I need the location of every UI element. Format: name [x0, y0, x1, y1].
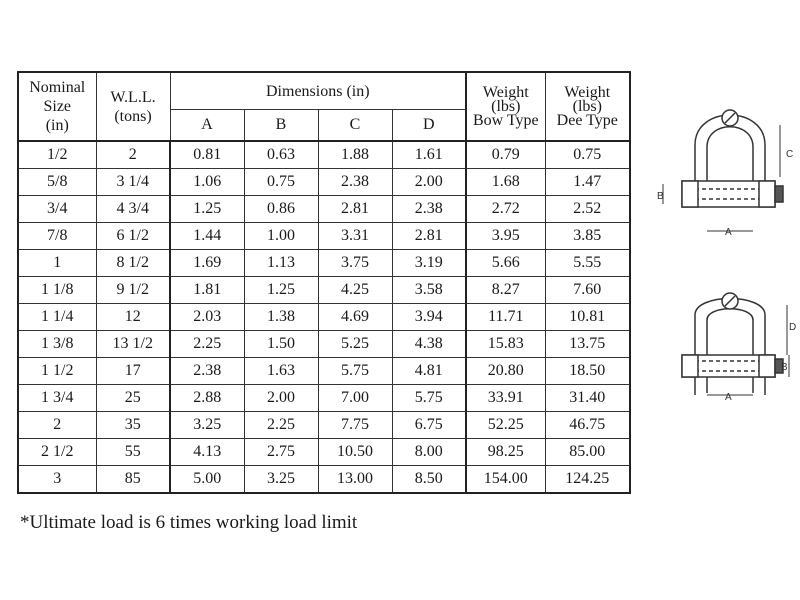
- footnote: *Ultimate load is 6 times working load limit: [20, 512, 358, 533]
- table-cell: 1.69: [170, 250, 244, 277]
- table-cell: 8.27: [466, 277, 545, 304]
- table-cell: 46.75: [545, 412, 630, 439]
- table-cell: 4.13: [170, 439, 244, 466]
- table-cell: 1 1/8: [18, 277, 96, 304]
- table-cell: 2.38: [392, 196, 466, 223]
- table-cell: 10.50: [318, 439, 392, 466]
- table-cell: 3.85: [545, 223, 630, 250]
- header-weight-bow: Weight (lbs) Bow Type: [466, 72, 545, 141]
- table-cell: 5.25: [318, 331, 392, 358]
- table-cell: 0.81: [170, 141, 244, 169]
- table-cell: 2.25: [170, 331, 244, 358]
- header-dim-b: B: [244, 110, 318, 142]
- table-cell: 2.75: [244, 439, 318, 466]
- table-cell: 5.00: [170, 466, 244, 494]
- table-cell: 13.75: [545, 331, 630, 358]
- table-cell: 5.75: [392, 385, 466, 412]
- table-row: [18, 250, 630, 277]
- table-cell: 2.00: [392, 169, 466, 196]
- table-cell: 1 1/2: [18, 358, 96, 385]
- table-row: [18, 141, 630, 169]
- table-cell: 7.60: [545, 277, 630, 304]
- table-cell: 7.00: [318, 385, 392, 412]
- table-cell: 6 1/2: [96, 223, 170, 250]
- table-cell: 4.69: [318, 304, 392, 331]
- bow-label-a: A: [725, 227, 732, 238]
- table-cell: 3/4: [18, 196, 96, 223]
- table-cell: 33.91: [466, 385, 545, 412]
- table-cell: 5/8: [18, 169, 96, 196]
- table-cell: 1.88: [318, 141, 392, 169]
- table-cell: 7.75: [318, 412, 392, 439]
- table-cell: 1.68: [466, 169, 545, 196]
- table-cell: 52.25: [466, 412, 545, 439]
- dee-label-b: B: [781, 362, 788, 373]
- table-cell: 2.81: [392, 223, 466, 250]
- table-cell: 2.03: [170, 304, 244, 331]
- shackle-spec-table: [17, 71, 631, 494]
- table-cell: 0.79: [466, 141, 545, 169]
- table-cell: 0.86: [244, 196, 318, 223]
- table-row: [18, 223, 630, 250]
- bow-label-b: B: [657, 191, 664, 202]
- table-cell: 10.81: [545, 304, 630, 331]
- table-cell: 17: [96, 358, 170, 385]
- table-cell: 20.80: [466, 358, 545, 385]
- table-cell: 3.19: [392, 250, 466, 277]
- table-cell: 9 1/2: [96, 277, 170, 304]
- header-nominal-size: Nominal Size (in): [18, 72, 96, 141]
- table-cell: 12: [96, 304, 170, 331]
- table-cell: 3 1/4: [96, 169, 170, 196]
- header-weight-dee: Weight (lbs) Dee Type: [545, 72, 630, 141]
- table-cell: 2.00: [244, 385, 318, 412]
- table-row: [18, 169, 630, 196]
- table-cell: 1.47: [545, 169, 630, 196]
- table-cell: 85: [96, 466, 170, 494]
- table-row: [18, 358, 630, 385]
- table-cell: 2.81: [318, 196, 392, 223]
- table-cell: 3.95: [466, 223, 545, 250]
- table-row: [18, 385, 630, 412]
- table-cell: 2.52: [545, 196, 630, 223]
- table-cell: 3.58: [392, 277, 466, 304]
- table-cell: 3.31: [318, 223, 392, 250]
- table-cell: 4.81: [392, 358, 466, 385]
- table-cell: 31.40: [545, 385, 630, 412]
- table-cell: 1.63: [244, 358, 318, 385]
- table-cell: 8 1/2: [96, 250, 170, 277]
- header-dim-d: D: [392, 110, 466, 142]
- header-dim-c: C: [318, 110, 392, 142]
- table-cell: 1.06: [170, 169, 244, 196]
- table-cell: 3.75: [318, 250, 392, 277]
- table-row: [18, 277, 630, 304]
- table-cell: 154.00: [466, 466, 545, 494]
- table-cell: 2.25: [244, 412, 318, 439]
- table-cell: 0.63: [244, 141, 318, 169]
- table-cell: 1 3/4: [18, 385, 96, 412]
- table-cell: 5.66: [466, 250, 545, 277]
- table-cell: 4.38: [392, 331, 466, 358]
- table-cell: 1.50: [244, 331, 318, 358]
- table-cell: 3: [18, 466, 96, 494]
- table-cell: 3.94: [392, 304, 466, 331]
- header-wll: W.L.L. (tons): [96, 72, 170, 141]
- table-cell: 3.25: [244, 466, 318, 494]
- table-cell: 4.25: [318, 277, 392, 304]
- bow-label-c: C: [786, 149, 794, 160]
- dee-label-d: D: [789, 322, 797, 333]
- table-cell: 98.25: [466, 439, 545, 466]
- table-cell: 4 3/4: [96, 196, 170, 223]
- table-cell: 2.72: [466, 196, 545, 223]
- table-cell: 0.75: [545, 141, 630, 169]
- table-row: [18, 412, 630, 439]
- table-row: [18, 439, 630, 466]
- table-cell: 2 1/2: [18, 439, 96, 466]
- table-cell: 25: [96, 385, 170, 412]
- table-cell: 3.25: [170, 412, 244, 439]
- table-cell: 11.71: [466, 304, 545, 331]
- table-row: [18, 466, 630, 494]
- table-cell: 1/2: [18, 141, 96, 169]
- table-cell: 2.38: [318, 169, 392, 196]
- table-cell: 15.83: [466, 331, 545, 358]
- table-cell: 1.25: [170, 196, 244, 223]
- table-cell: 13 1/2: [96, 331, 170, 358]
- table-row: [18, 304, 630, 331]
- table-cell: 0.75: [244, 169, 318, 196]
- table-row: [18, 331, 630, 358]
- table-cell: 1.13: [244, 250, 318, 277]
- table-cell: 2: [96, 141, 170, 169]
- table-cell: 1.38: [244, 304, 318, 331]
- table-cell: 1 1/4: [18, 304, 96, 331]
- table-body: [18, 141, 630, 493]
- table-cell: 1 3/8: [18, 331, 96, 358]
- table-cell: 2: [18, 412, 96, 439]
- table-cell: 18.50: [545, 358, 630, 385]
- table-cell: 55: [96, 439, 170, 466]
- bow-shackle-diagram: [663, 110, 783, 231]
- table-cell: 1.25: [244, 277, 318, 304]
- dee-label-a: A: [725, 392, 732, 403]
- header-dim-a: A: [170, 110, 244, 142]
- table-cell: 5.75: [318, 358, 392, 385]
- table-cell: 8.50: [392, 466, 466, 494]
- table-cell: 7/8: [18, 223, 96, 250]
- table-cell: 6.75: [392, 412, 466, 439]
- table-cell: 1.44: [170, 223, 244, 250]
- header-dimensions: Dimensions (in): [170, 72, 466, 110]
- table-cell: 1.00: [244, 223, 318, 250]
- table-cell: 85.00: [545, 439, 630, 466]
- table-cell: 13.00: [318, 466, 392, 494]
- table-cell: 2.88: [170, 385, 244, 412]
- table-cell: 8.00: [392, 439, 466, 466]
- table-cell: 1.81: [170, 277, 244, 304]
- shackle-diagrams: [655, 85, 795, 455]
- table-cell: 1: [18, 250, 96, 277]
- dee-shackle-diagram: [695, 293, 765, 395]
- table-cell: 2.38: [170, 358, 244, 385]
- table-cell: 35: [96, 412, 170, 439]
- table-row: [18, 196, 630, 223]
- table-cell: 1.61: [392, 141, 466, 169]
- table-cell: 5.55: [545, 250, 630, 277]
- table-cell: 124.25: [545, 466, 630, 494]
